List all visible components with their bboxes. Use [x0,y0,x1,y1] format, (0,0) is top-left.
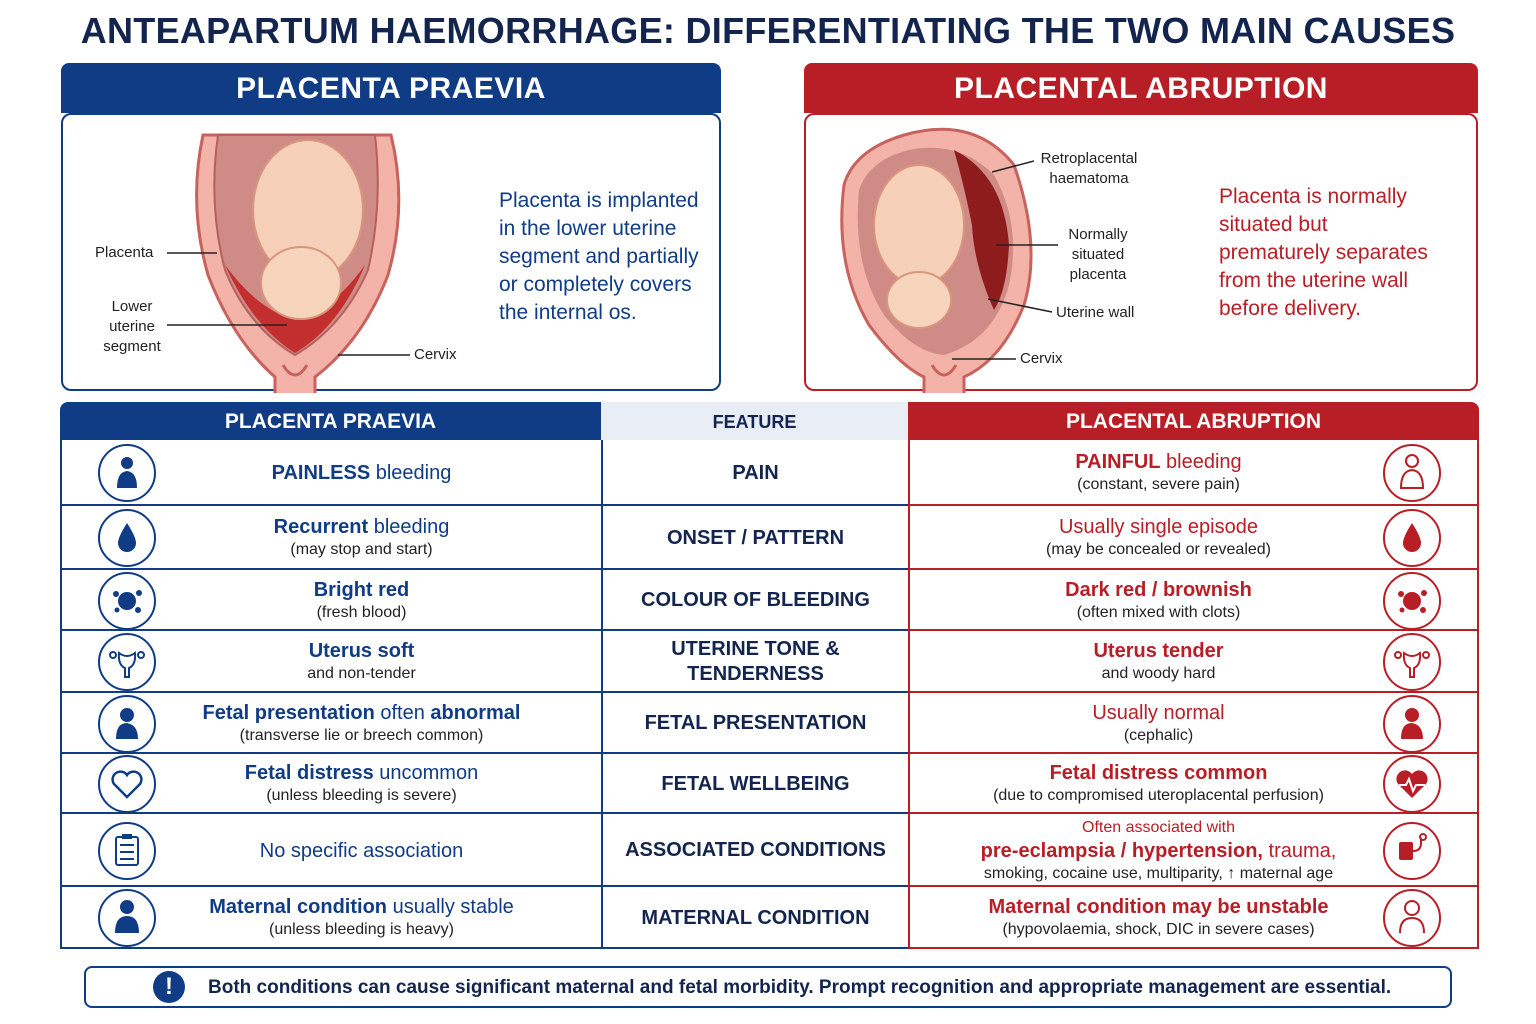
abruption-text: Often associated with pre-eclampsia / hypertension, trauma, smoking, cocaine use, multiparity, ↑ maternal age [980,818,1337,882]
abruption-cell [908,506,1479,570]
placenta-praevia-panel [61,63,721,391]
table-row [60,693,1479,754]
uterus-icon [1383,633,1441,691]
abruption-text: Usually normal (cephalic) [1092,701,1225,744]
drop-icon [98,509,156,567]
feature-cell [601,814,908,887]
placenta-leader-line [167,251,217,255]
abruption-cell [908,570,1479,631]
lower-segment-label: Lower uterine segment [103,298,161,355]
praevia-cell [60,814,601,887]
fetus-icon [98,695,156,753]
feature-cell [601,506,908,570]
praevia-cell [60,754,601,814]
feature-cell [601,887,908,949]
placenta-leader-line [996,243,1058,247]
abruption-text: Maternal condition may be unstable (hypovolaemia, shock, DIC in severe cases) [988,896,1329,938]
praevia-cell [60,887,601,949]
haematoma-label: Retroplacental haematoma [1040,150,1138,187]
lower-segment-leader-line [167,323,287,327]
praevia-text: PAINLESS bleeding [271,462,452,484]
praevia-text: Fetal presentation often abnormal (transverse lie or breech common) [202,701,521,744]
fetus-icon [1383,695,1441,753]
person-pain-icon [1383,444,1441,502]
uterine-wall-leader-line [988,297,1054,315]
table-row [60,506,1479,570]
feature-label: PAIN [732,461,779,484]
abruption-text: Uterus tender and woody hard [1093,640,1224,682]
praevia-text: Recurrent bleeding (may stop and start) [273,516,450,558]
header-placental-abruption: PLACENTAL ABRUPTION [908,402,1479,440]
cervix-label: Cervix [414,346,457,363]
abruption-text: Fetal distress common (due to compromised uteroplacental perfusion) [993,762,1324,804]
praevia-text: Fetal distress uncommon (unless bleeding is severe) [244,762,479,804]
abruption-text: Dark red / brownish (often mixed with clots) [1065,578,1252,621]
abruption-cell [908,631,1479,693]
splash-icon [98,572,156,630]
feature-cell [601,570,908,631]
haematoma-leader-line [992,159,1034,173]
placental-abruption-description: Placenta is normally situated but prematurely separates from the uterine wall before delivery. [1219,185,1428,320]
abruption-cell [908,887,1479,949]
feature-label: FETAL PRESENTATION [644,712,867,734]
table-row [60,887,1479,949]
footer-text: Both conditions can cause significant maternal and fetal morbidity. Prompt recognition and appropriate management are essential. [208,977,1392,998]
abruption-cell [908,693,1479,754]
feature-cell [601,693,908,754]
header-feature: FEATURE [601,402,908,440]
praevia-text: Uterus soft and non-tender [307,640,416,682]
abruption-cell [908,440,1479,506]
praevia-cell [60,506,601,570]
comparison-table [60,402,1479,949]
panel-heading: PLACENTA PRAEVIA [61,63,721,113]
placental-abruption-illustration [824,115,1044,393]
splash-icon [1383,572,1441,630]
heart-icon [98,755,156,813]
feature-label: COLOUR OF BLEEDING [641,589,870,611]
feature-label: ASSOCIATED CONDITIONS [625,839,886,861]
panel-heading: PLACENTAL ABRUPTION [804,63,1478,113]
placental-abruption-panel [804,63,1478,391]
exclamation-icon: ! [153,971,185,1003]
feature-cell [601,631,908,693]
cervix-label: Cervix [1020,350,1063,367]
person-calm-icon [98,444,156,502]
bp-monitor-icon [1383,822,1441,880]
uterine-wall-label: Uterine wall [1056,304,1135,321]
feature-cell [601,754,908,814]
clipboard-icon [98,822,156,880]
heart-pulse-icon [1383,755,1441,813]
page-title: ANTEAPARTUM HAEMORRHAGE: DIFFERENTIATING THE TWO MAIN CAUSES [80,10,1456,51]
abruption-text: PAINFUL bleeding (constant, severe pain) [1075,451,1242,493]
praevia-cell [60,440,601,506]
feature-label: FETAL WELLBEING [661,772,850,795]
footer-note [84,966,1452,1008]
normally-situated-placenta-label: Normally situated placenta [1068,226,1128,283]
praevia-cell [60,570,601,631]
feature-cell [601,440,908,506]
praevia-cell [60,631,601,693]
praevia-text: Maternal condition usually stable (unless bleeding is heavy) [209,896,514,938]
person-distress-icon [1383,889,1441,947]
table-row [60,814,1479,887]
cervix-leader-line [338,353,410,357]
cervix-leader-line [952,357,1016,361]
table-row [60,440,1479,506]
header-placenta-praevia: PLACENTA PRAEVIA [60,402,601,440]
table-row [60,570,1479,631]
feature-label: MATERNAL CONDITION [641,906,870,929]
abruption-cell [908,754,1479,814]
drop-icon [1383,509,1441,567]
table-row [60,754,1479,814]
abruption-text: Usually single episode (may be concealed or revealed) [1045,516,1271,558]
placenta-label: Placenta [95,244,154,261]
praevia-text: Bright red (fresh blood) [313,578,410,621]
praevia-cell [60,693,601,754]
table-row [60,631,1479,693]
abruption-cell [908,814,1479,887]
feature-label: UTERINE TONE & TENDERNESS [671,638,840,685]
person-icon [98,889,156,947]
placenta-praevia-description: Placenta is implanted in the lower uterine segment and partially or completely covers the internal os. [499,189,699,324]
praevia-text: No specific association [259,839,464,862]
feature-label: ONSET / PATTERN [666,526,845,549]
uterus-icon [98,633,156,691]
